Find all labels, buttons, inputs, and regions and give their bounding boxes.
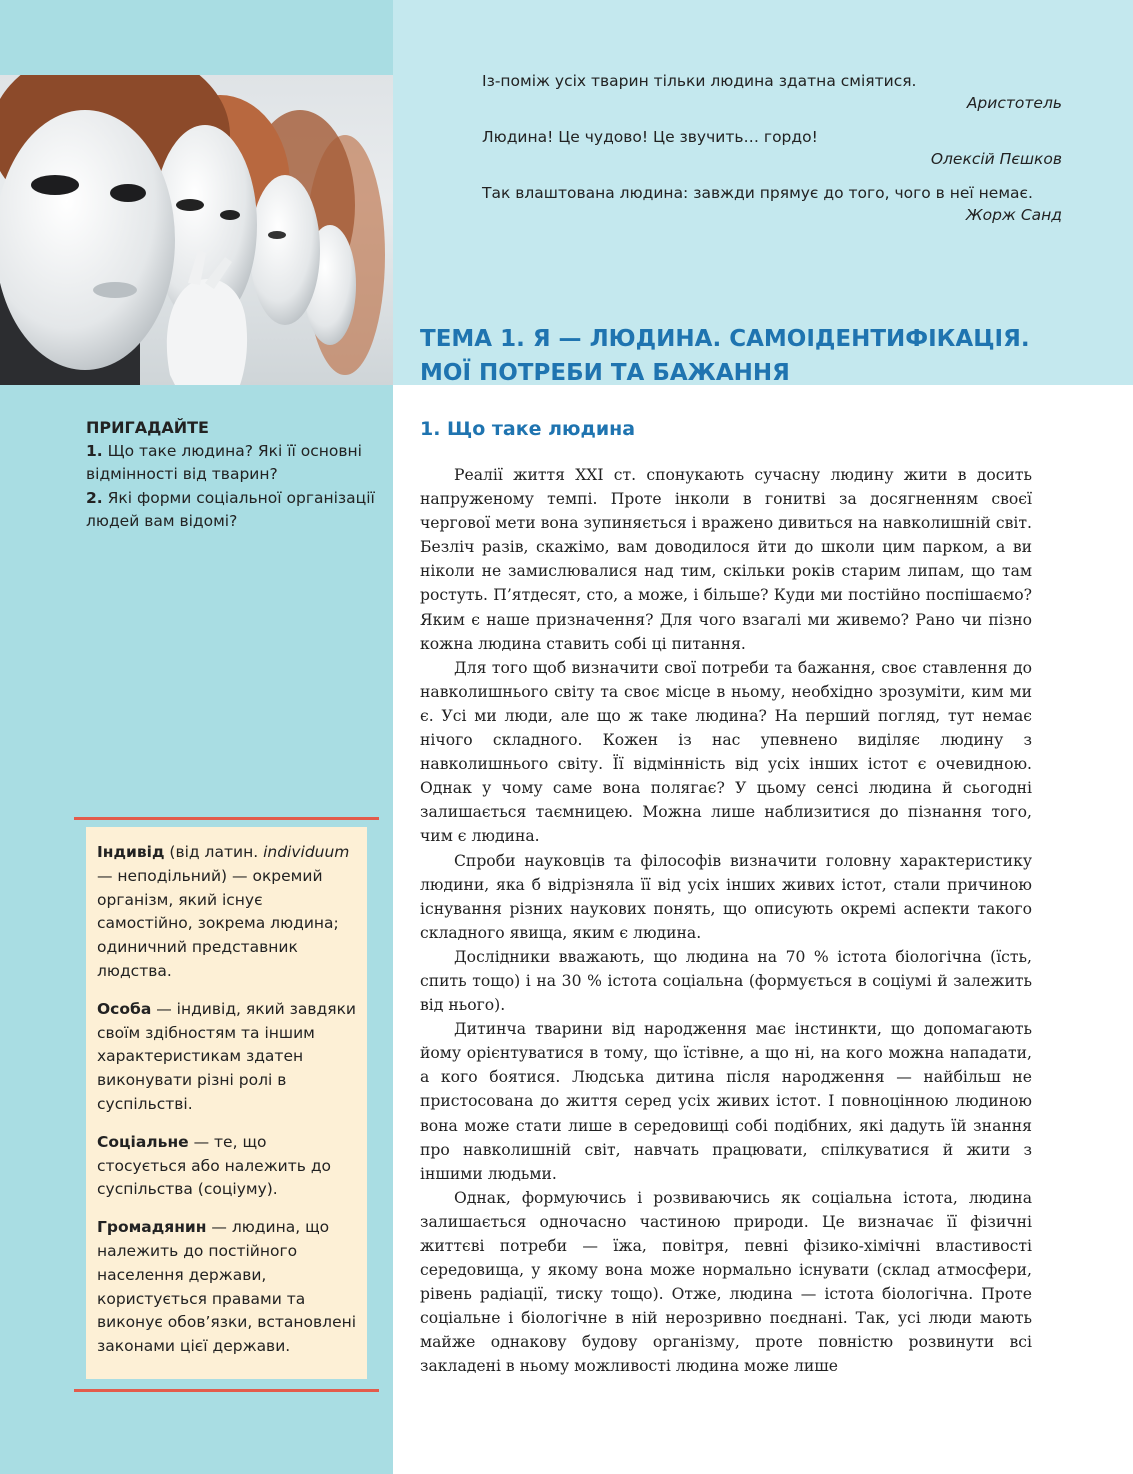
masks-illustration bbox=[0, 75, 393, 385]
recall-item-number: 2. bbox=[86, 488, 103, 507]
recall-heading: ПРИГАДАЙТЕ bbox=[86, 418, 209, 437]
body-paragraph: Спроби науковців та філософів визначити головну характеристику людини, яка б відрізняла її від усіх інших живих істот, стали причиною існування різних наукових понять, що описують окремі аспекти такого складного явища, яким є людина. bbox=[420, 851, 1032, 942]
glossary-term: Соціальне bbox=[97, 1132, 189, 1151]
body-text bbox=[420, 463, 1032, 1379]
glossary-text: — людина, що належить до постійного населення держави, користується правами та виконує обов’язки, встановлені законами цієї держави. bbox=[97, 1218, 357, 1356]
recall-box bbox=[86, 416, 376, 534]
recall-item-number: 1. bbox=[86, 441, 103, 460]
glossary-term: Громадянин bbox=[97, 1218, 207, 1237]
glossary-text: — те, що стосується або належить до суспільства (соціуму). bbox=[97, 1132, 332, 1199]
epigraph-quote: Так влаштована людина: завжди прямує до того, чого в неї немає. bbox=[482, 184, 1033, 202]
body-paragraph: Однак, формуючись і розвиваючись як соціальна істота, людина залишається одночасно частиною природи. Це визначає її фізичні життєві потреби — їжа, повітря, певні фізико-хімічні властивості середовища, у якому вона може нормально існувати (склад атмосфери, рівень радіації, тиску тощо). Отже, людина — істота біологічна. Проте соціальне і біологічне в ній нерозривно поєднані. Так, усі люди мають майже однакову будову організму, проте повністю розвинути всі закладені в ньому можливості людина може лише bbox=[420, 1188, 1032, 1376]
section-title: 1. Що таке людина bbox=[420, 418, 636, 440]
topic-title-line1: ТЕМА 1. Я — ЛЮДИНА. САМОІДЕНТИФІКАЦІЯ. bbox=[420, 326, 1030, 352]
masks-photo bbox=[0, 75, 393, 385]
epigraph-author: Олексій Пєшков bbox=[930, 150, 1062, 168]
glossary-box bbox=[86, 827, 367, 1379]
body-paragraph: Дитинча тварини від народження має інстинкти, що допомагають йому орієнтуватися в тому, що їстівне, а що ні, на кого можна нападати, а кого боятися. Людська дитина після народження — найбільш не пристосована до життя серед усіх живих істот. І повноцінною людиною вона може стати лише в середовищі собі подібних, які дадуть їй знання про навколишній світ, навчать працювати, спілкуватися й жити з іншими людьми. bbox=[420, 1020, 1032, 1183]
epigraph-quote: Людина! Це чудово! Це звучить… гордо! bbox=[482, 128, 818, 146]
epigraphs bbox=[482, 70, 1062, 238]
glossary-text: (від латин. bbox=[164, 843, 264, 861]
glossary-entry bbox=[97, 1131, 357, 1202]
body-paragraph: Для того щоб визначити свої потреби та бажання, своє ставлення до навколишнього світу та своє місце в ньому, необхідно зрозуміти, ким ми є. Усі ми люди, але що ж таке людина? На перший погляд, тут немає нічого складного. Кожен із нас упевнено виділяє людину з навколишнього світу. Її відмінність від усіх інших істот є очевидною. Однак у чому саме вона полягає? У цьому сенсі людина й сьогодні залишається таємницею. Можна лише наблизитися до пізнання того, чим є людина. bbox=[420, 658, 1032, 846]
epigraph-author: Жорж Санд bbox=[965, 206, 1062, 224]
topic-title bbox=[420, 322, 1120, 390]
glossary-entry bbox=[97, 841, 357, 984]
glossary-text: — індивід, який завдяки своїм здібностям та іншим характеристикам здатен виконувати різні ролі в суспільстві. bbox=[97, 999, 357, 1113]
glossary-term: Індивід bbox=[97, 843, 165, 861]
glossary-top-rule bbox=[74, 817, 379, 820]
glossary-term: Особа bbox=[97, 999, 152, 1018]
glossary-entry bbox=[97, 1216, 357, 1359]
epigraph-quote: Із-поміж усіх тварин тільки людина здатна сміятися. bbox=[482, 72, 917, 90]
recall-item bbox=[86, 487, 376, 534]
recall-item-text: Які форми соціальної організації людей вам відомі? bbox=[86, 488, 375, 530]
epigraph-author: Аристотель bbox=[966, 94, 1062, 112]
body-paragraph: Реалії життя XXI ст. спонукають сучасну людину жити в досить напруженому темпі. Проте інколи в гонитві за досягненням своєї чергової мети вона зупиняється і вражено дивиться на навколишній світ. Безліч разів, скажімо, вам доводилося йти до школи цим парком, а ви ніколи не замислювалися над тим, скільки років старим липам, що там ростуть. П’ятдесят, сто, а може, і більше? Куди ми постійно поспішаємо? Яким є наше призначення? Для чого взагалі ми живемо? Рано чи пізно кожна людина ставить собі ці питання. bbox=[420, 466, 1032, 653]
glossary-text: — неподільний) — окремий організм, який існує самостійно, зокрема людина; одиничний представник людства. bbox=[97, 866, 339, 980]
glossary-term-latin: individuum bbox=[263, 843, 350, 861]
recall-item-text: Що таке людина? Які її основні відмінності від тварин? bbox=[86, 441, 362, 483]
glossary-bottom-rule bbox=[74, 1389, 379, 1392]
recall-item bbox=[86, 440, 376, 487]
topic-title-line2: МОЇ ПОТРЕБИ ТА БАЖАННЯ bbox=[420, 360, 790, 386]
glossary-entry bbox=[97, 998, 357, 1117]
body-paragraph: Дослідники вважають, що людина на 70 % істота біологічна (їсть, спить тощо) і на 30 % істота соціальна (формується в соціумі й залежить від нього). bbox=[420, 947, 1032, 1015]
